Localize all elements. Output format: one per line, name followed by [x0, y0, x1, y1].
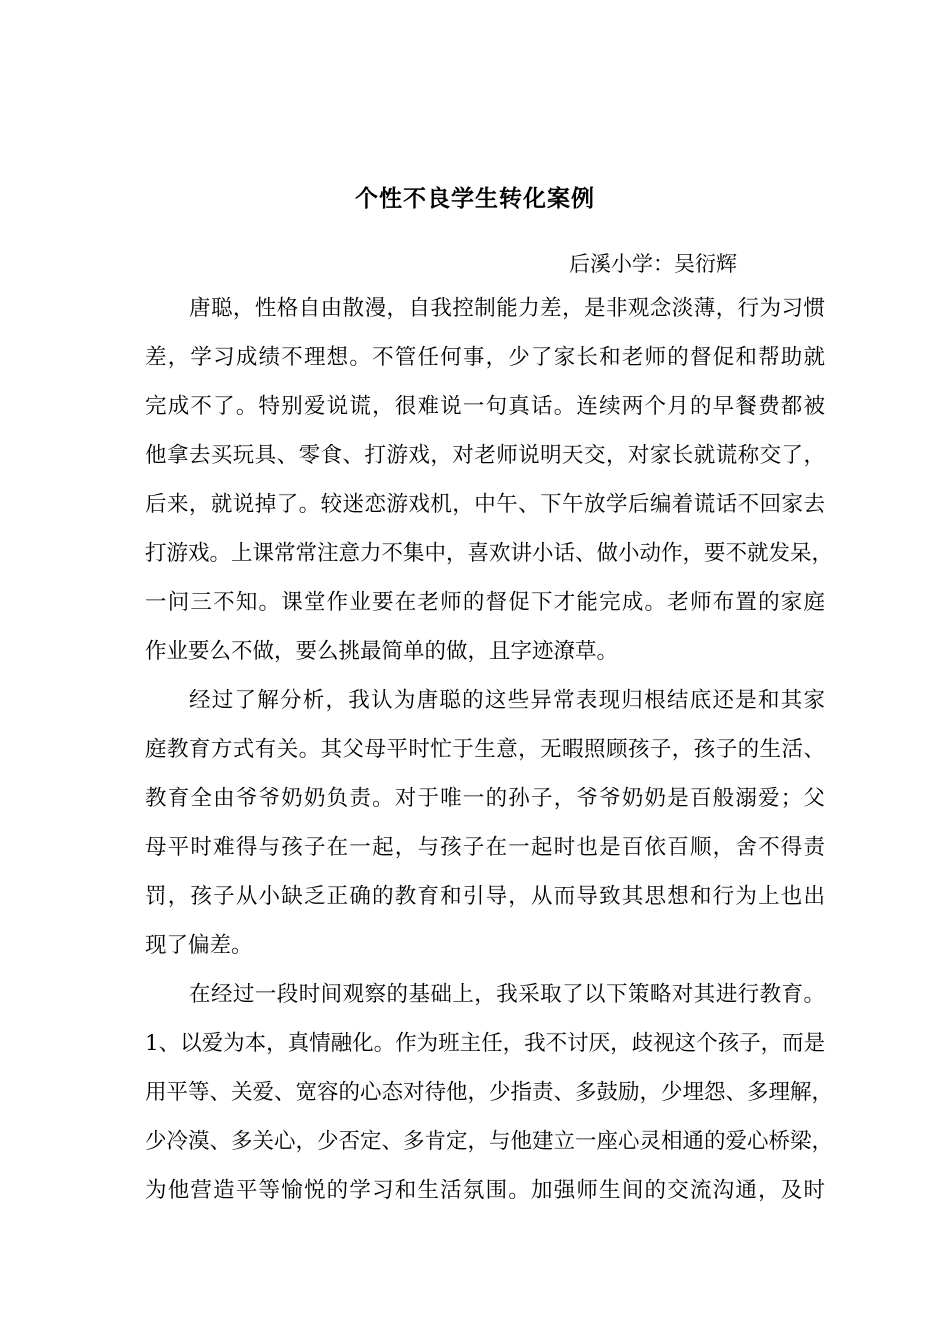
text-line: 作业要么不做，要么挑最简单的做，且字迹潦草。 — [145, 639, 619, 664]
text-line: 在经过一段时间观察的基础上，我采取了以下策略对其进行教育。 — [189, 982, 825, 1007]
text-line: 完成不了。特别爱说谎，很难说一句真话。连续两个月的早餐费都被 — [145, 394, 825, 419]
text-line: 庭教育方式有关。其父母平时忙于生意，无暇照顾孩子，孩子的生活、 — [145, 737, 825, 762]
text-line: 现了偏差。 — [145, 933, 253, 958]
text-line: 1、以爱为本，真情融化。作为班主任，我不讨厌，歧视这个孩子，而是 — [145, 1031, 826, 1056]
text-line: 他拿去买玩具、零食、打游戏，对老师说明天交，对家长就谎称交了， — [145, 443, 825, 468]
document-author: 后溪小学：吴衍辉 — [569, 252, 737, 276]
text-line: 罚，孩子从小缺乏正确的教育和引导，从而导致其思想和行为上也出 — [145, 884, 825, 909]
text-line: 教育全由爷爷奶奶负责。对于唯一的孙子，爷爷奶奶是百般溺爱；父 — [145, 786, 825, 811]
text-line: 打游戏。上课常常注意力不集中，喜欢讲小话、做小动作，要不就发呆， — [145, 541, 834, 566]
text-line: 一问三不知。课堂作业要在老师的督促下才能完成。老师布置的家庭 — [145, 590, 825, 615]
paragraph-1 — [145, 292, 834, 684]
text-line: 用平等、关爱、宽容的心态对待他，少指责、多鼓励，少埋怨、多理解， — [145, 1080, 834, 1105]
paragraph-2 — [145, 684, 825, 978]
text-line: 母平时难得与孩子在一起，与孩子在一起时也是百依百顺，舍不得责 — [145, 835, 825, 860]
document-body — [145, 292, 834, 1223]
text-line: 经过了解分析，我认为唐聪的这些异常表现归根结底还是和其家 — [189, 688, 825, 713]
text-line: 唐聪，性格自由散漫，自我控制能力差，是非观念淡薄，行为习惯 — [189, 296, 825, 321]
text-line: 为他营造平等愉悦的学习和生活氛围。加强师生间的交流沟通，及时 — [145, 1178, 825, 1203]
text-line: 后来，就说掉了。较迷恋游戏机，中午、下午放学后编着谎话不回家去 — [145, 492, 825, 517]
paragraph-3 — [145, 978, 834, 1223]
text-line: 差，学习成绩不理想。不管任何事，少了家长和老师的督促和帮助就 — [145, 345, 825, 370]
text-line: 少冷漠、多关心，少否定、多肯定，与他建立一座心灵相通的爱心桥梁， — [145, 1129, 834, 1154]
document-title: 个性不良学生转化案例 — [355, 185, 595, 212]
